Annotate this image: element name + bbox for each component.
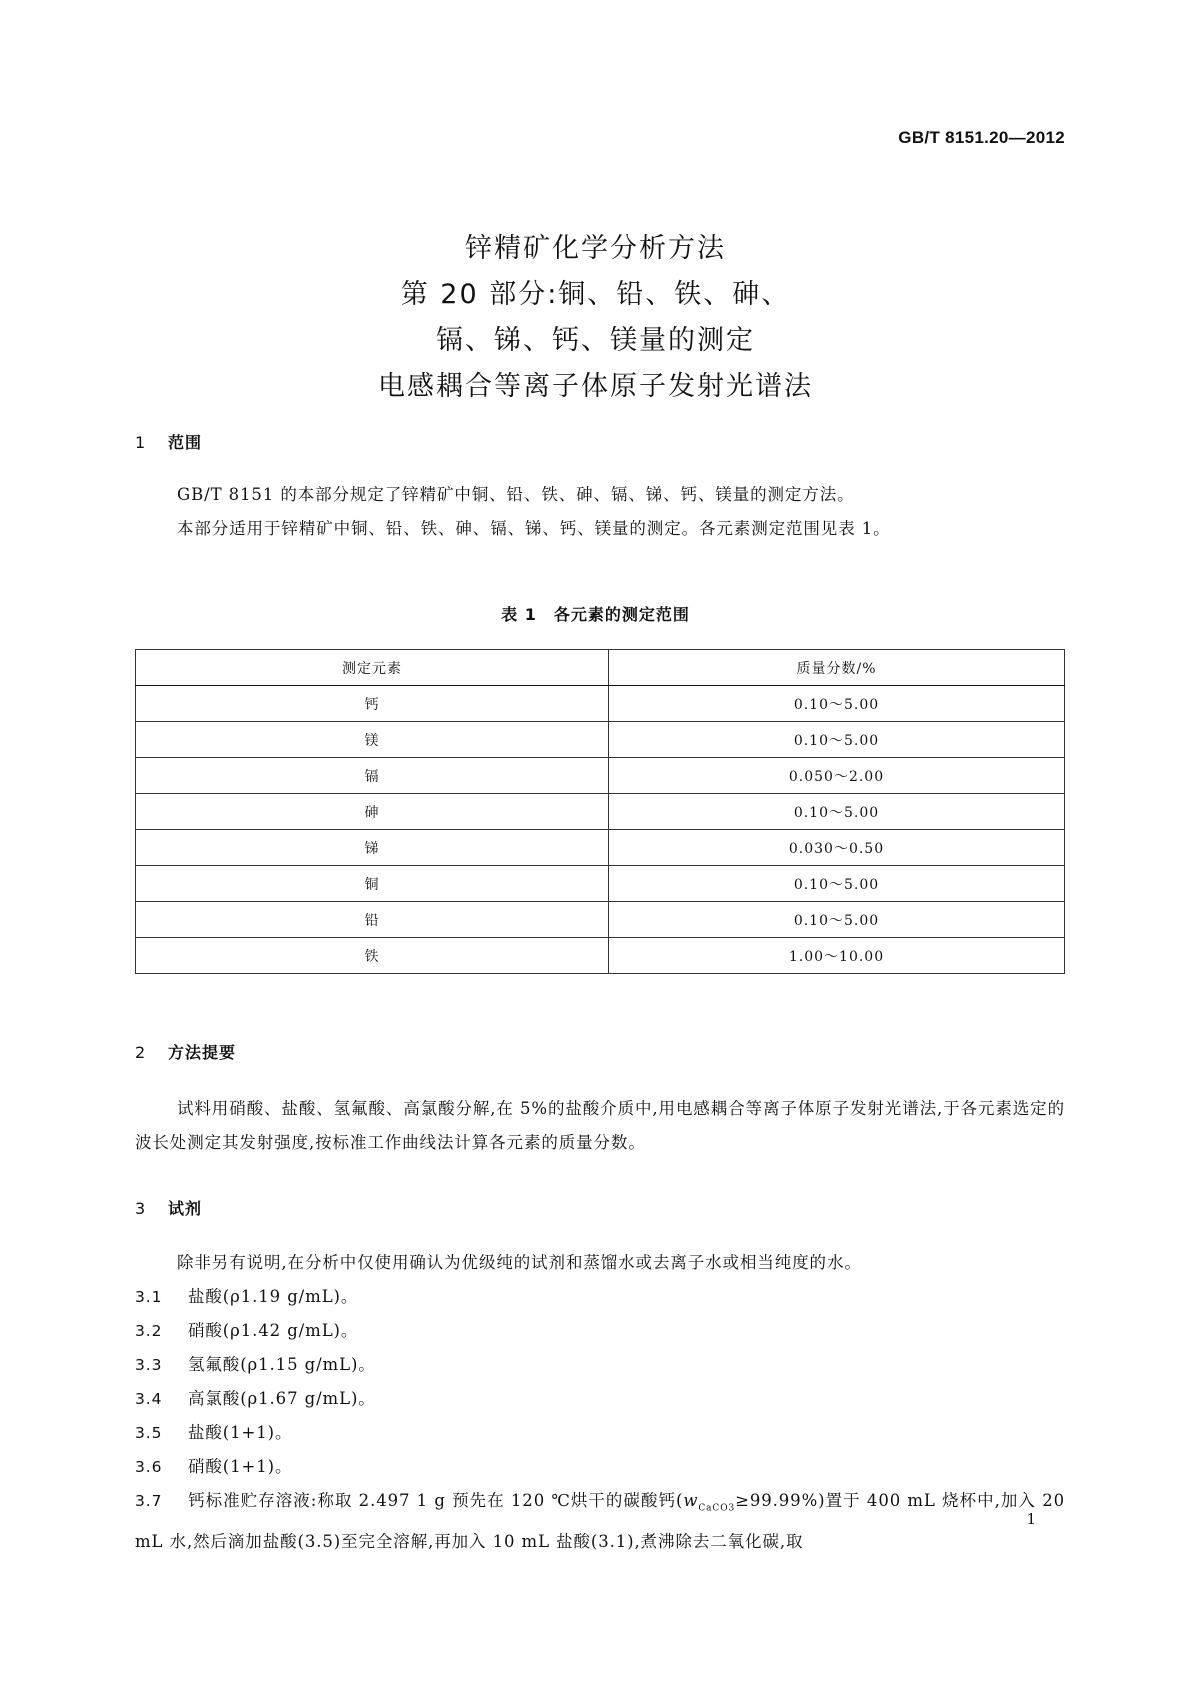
mass-fraction-symbol: w	[683, 1491, 699, 1510]
section-title: 试剂	[168, 1199, 203, 1218]
table-row	[136, 686, 1065, 722]
element-cell: 铁	[136, 938, 609, 974]
table-row	[136, 794, 1065, 830]
measurement-range-table	[135, 649, 1065, 974]
item-text: 盐酸(1+1)。	[188, 1423, 293, 1442]
range-cell: 0.10～5.00	[609, 866, 1065, 902]
item-number: 3.7	[135, 1492, 163, 1510]
range-cell: 0.030～0.50	[609, 830, 1065, 866]
reagent-item	[135, 1314, 1065, 1348]
title-line-2: 第 20 部分:铜、铅、铁、砷、	[400, 279, 791, 310]
table-header-row	[136, 650, 1065, 686]
reagent-item	[135, 1416, 1065, 1450]
element-cell: 锑	[136, 830, 609, 866]
item-text: 氢氟酸(ρ1.15 g/mL)。	[188, 1355, 376, 1374]
section-2-heading	[135, 1040, 236, 1063]
section-title: 范围	[168, 433, 203, 452]
item-number: 3.4	[135, 1390, 163, 1408]
item-number: 3.6	[135, 1458, 163, 1476]
range-cell: 1.00～10.00	[609, 938, 1065, 974]
item-text: 高氯酸(ρ1.67 g/mL)。	[188, 1389, 376, 1408]
table-row	[136, 722, 1065, 758]
item-number: 3.2	[135, 1322, 163, 1340]
title-line-3: 镉、锑、钙、镁量的测定	[436, 325, 755, 356]
item-number: 3.1	[135, 1288, 163, 1306]
element-cell: 镁	[136, 722, 609, 758]
title-line-4: 电感耦合等离子体原子发射光谱法	[378, 371, 813, 402]
reagent-item	[135, 1382, 1065, 1416]
standard-number: GB/T 8151.20—2012	[898, 128, 1065, 147]
table-row	[136, 902, 1065, 938]
table-row	[136, 758, 1065, 794]
element-cell: 砷	[136, 794, 609, 830]
section-title: 方法提要	[168, 1043, 237, 1062]
item-text: 盐酸(ρ1.19 g/mL)。	[188, 1287, 359, 1306]
header-element: 测定元素	[136, 650, 609, 686]
range-cell: 0.10～5.00	[609, 794, 1065, 830]
range-cell: 0.10～5.00	[609, 686, 1065, 722]
section-number: 2	[135, 1043, 147, 1062]
title-line-1: 锌精矿化学分析方法	[465, 233, 726, 264]
item-number: 3.5	[135, 1424, 163, 1442]
reagent-item-calcium-standard	[135, 1484, 1065, 1559]
table-row	[136, 830, 1065, 866]
range-cell: 0.10～5.00	[609, 722, 1065, 758]
section-1-body	[135, 478, 1065, 546]
element-cell: 铅	[136, 902, 609, 938]
document-title	[0, 226, 1191, 410]
scope-paragraph-2: 本部分适用于锌精矿中铜、铅、铁、砷、镉、锑、钙、镁量的测定。各元素测定范围见表 1。	[177, 519, 891, 538]
element-cell: 铜	[136, 866, 609, 902]
scope-paragraph-1: GB/T 8151 的本部分规定了锌精矿中铜、铅、铁、砷、镉、锑、钙、镁量的测定方法。	[177, 485, 855, 504]
element-cell: 镉	[136, 758, 609, 794]
item-text-after: ≥99.99%)置于 400 mL 烧杯中,加入 20 mL 水,然后滴加盐酸(3.5)至完全溶解,再加入 10 mL 盐酸(3.1),煮沸除去二氧化碳,取	[135, 1491, 1065, 1552]
section-number: 3	[135, 1199, 147, 1218]
table-row	[136, 938, 1065, 974]
item-text-before: 钙标准贮存溶液:称取 2.497 1 g 预先在 120 ℃烘干的碳酸钙(	[188, 1491, 684, 1510]
item-number: 3.3	[135, 1356, 163, 1374]
table-caption: 表 1 各元素的测定范围	[501, 605, 690, 624]
header-mass-fraction: 质量分数/%	[609, 650, 1065, 686]
section-number: 1	[135, 433, 147, 452]
section-3-heading	[135, 1196, 202, 1219]
item-text: 硝酸(ρ1.42 g/mL)。	[188, 1321, 359, 1340]
mass-fraction-subscript: CaCO3	[698, 1503, 736, 1514]
reagents-list	[135, 1246, 1065, 1559]
reagent-item	[135, 1450, 1065, 1484]
reagent-item	[135, 1348, 1065, 1382]
page-number: 1	[1026, 1510, 1036, 1528]
range-cell: 0.050～2.00	[609, 758, 1065, 794]
reagent-item	[135, 1280, 1065, 1314]
section-1-heading	[135, 430, 202, 453]
item-text: 硝酸(1+1)。	[188, 1457, 293, 1476]
element-cell: 钙	[136, 686, 609, 722]
reagents-intro: 除非另有说明,在分析中仅使用确认为优级纯的试剂和蒸馏水或去离子水或相当纯度的水。	[177, 1253, 862, 1272]
range-cell: 0.10～5.00	[609, 902, 1065, 938]
table-row	[136, 866, 1065, 902]
method-summary-paragraph: 试料用硝酸、盐酸、氢氟酸、高氯酸分解,在 5%的盐酸介质中,用电感耦合等离子体原子发射光谱法,于各元素选定的波长处测定其发射强度,按标准工作曲线法计算各元素的质量分数。	[135, 1099, 1065, 1152]
